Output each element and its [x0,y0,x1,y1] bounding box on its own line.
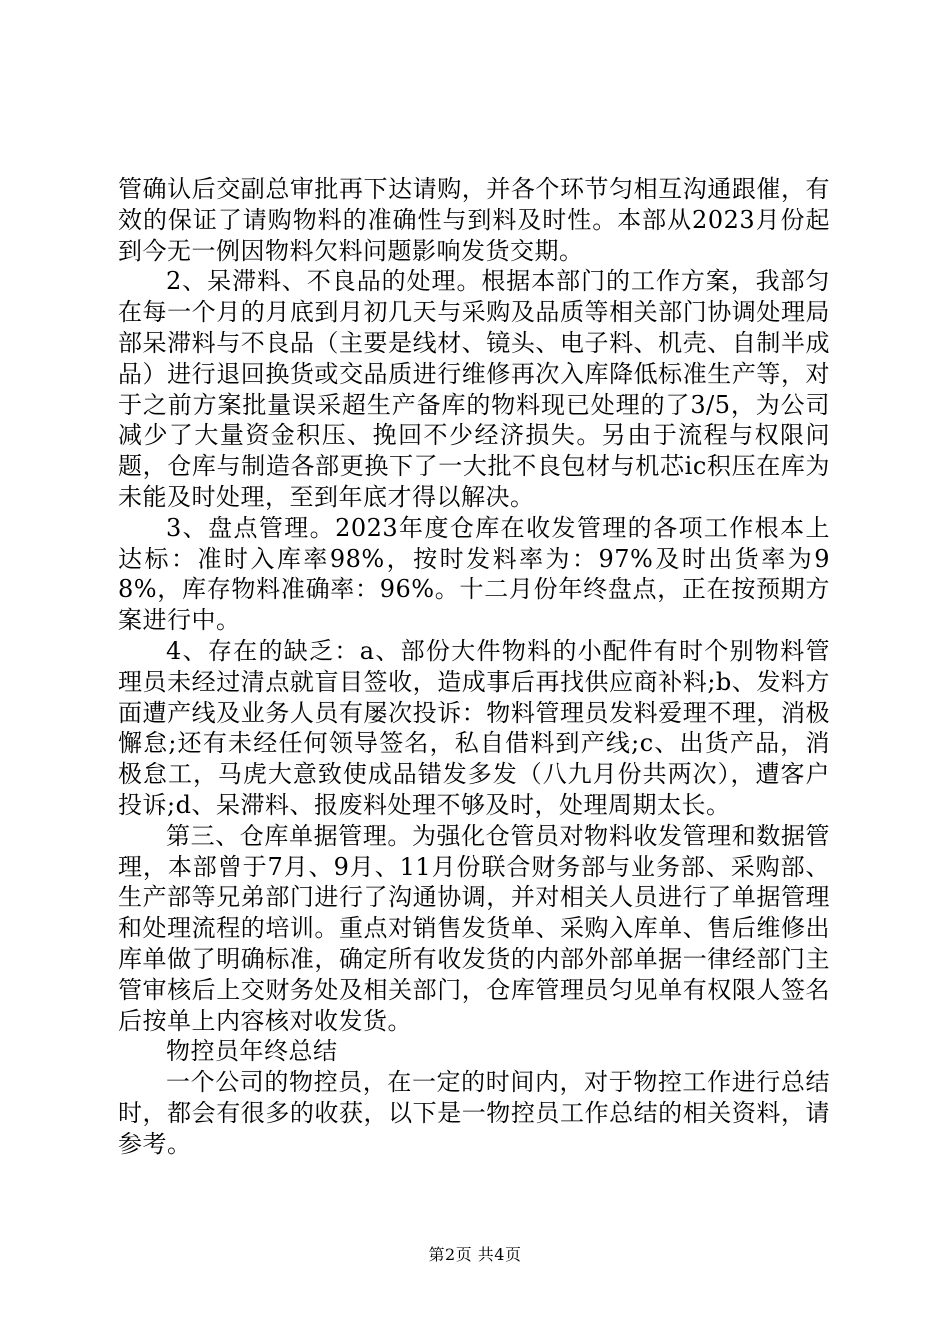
paragraph-slow-moving-defective: 2、呆滞料、不良品的处理。根据本部门的工作方案，我部匀在每一个月的月底到月初几天与采购及品质等相关部门协调处理局部呆滞料与不良品（主要是线材、镜头、电子料、机壳、自制半成品）进行退回换货或交品质进行维修再次入库降低标准生产等，对于之前方案批量误采超生产备库的物料现已处理的了3/5，为公司减少了大量资金积压、挽回不少经济损失。另由于流程与权限问题，仓库与制造各部更换下了一大批不良包材与机芯ic积压在库为未能及时处理，至到年底才得以解决。 [118,267,830,511]
paragraph-inventory-count: 3、盘点管理。2023年度仓库在收发管理的各项工作根本上达标：准时入库率98%，按时发料率为：97%及时出货率为98%，库存物料准确率：96%。十二月份年终盘点，正在按预期方案进行中。 [118,513,830,635]
document-body [118,174,830,1160]
paragraph-shortcomings: 4、存在的缺乏：a、部份大件物料的小配件有时个别物料管理员未经过清点就盲目签收，造成事后再找供应商补料;b、发料方面遭产线及业务人员有屡次投诉：物料管理员发料爱理不理，消极懈怠;还有未经任何领导签名，私自借料到产线;c、出货产品，消极怠工，马虎大意致使成品错发多发（八九月份共两次），遭客户投诉;d、呆滞料、报废料处理不够及时，处理周期太长。 [118,636,830,819]
paragraph-document-management: 第三、仓库单据管理。为强化仓管员对物料收发管理和数据管理，本部曾于7月、9月、11月份联合财务部与业务部、采购部、生产部等兄弟部门进行了沟通协调，并对相关人员进行了单据管理和处理流程的培训。重点对销售发货单、采购入库单、售后维修出库单做了明确标准，确定所有收发货的内部外部单据一律经部门主管审核后上交财务处及相关部门，仓库管理员匀见单有权限人签名后按单上内容核对收发货。 [118,821,830,1035]
page-number-footer: 第2页 共4页 [428,1245,522,1264]
paragraph-requisition-continuation: 管确认后交副总审批再下达请购，并各个环节匀相互沟通跟催，有效的保证了请购物料的准确性与到料及时性。本部从2023月份起到今无一例因物料欠料问题影响发货交期。 [118,175,830,265]
section-heading-year-end-summary: 物控员年终总结 [166,1037,338,1066]
paragraph-intro: 一个公司的物控员，在一定的时间内，对于物控工作进行总结时，都会有很多的收获，以下是一物控员工作总结的相关资料，请参考。 [118,1068,830,1158]
